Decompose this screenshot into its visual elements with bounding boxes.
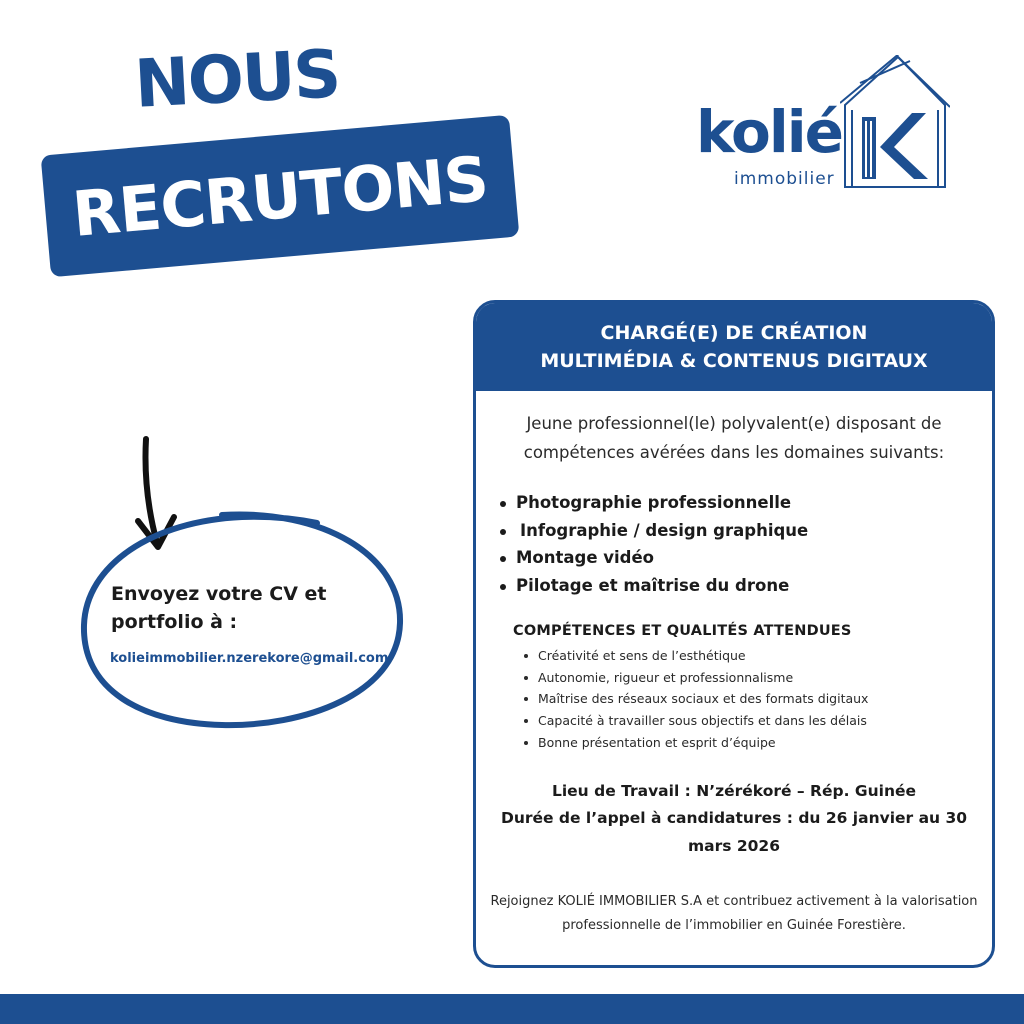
headline-banner: [41, 115, 520, 277]
work-location: Lieu de Travail : N’zérékoré – Rép. Guinée: [551, 781, 917, 800]
skills-list: [498, 489, 992, 599]
logo-wordmark: kolié: [696, 98, 842, 166]
job-title-line2: MULTIMÉDIA & CONTENUS DIGITAUX: [540, 350, 928, 372]
cta-email-link[interactable]: kolieimmobilier.nzerekore@gmail.com: [110, 651, 389, 666]
quality-item: Maîtrise des réseaux sociaux et des formats digitaux: [520, 688, 992, 710]
footer-bar: [0, 994, 1024, 1024]
closing-text: Rejoignez KOLIÉ IMMOBILIER S.A et contribuez activement à la valorisation professionnelle de l’immobilier en Guinée Forestière.: [490, 894, 978, 934]
quality-item: Autonomie, rigueur et professionnalisme: [520, 667, 992, 689]
qualities-list: [520, 645, 992, 754]
job-title-line1: CHARGÉ(E) DE CRÉATION: [600, 322, 868, 344]
job-intro: Jeune professionnel(le) polyvalent(e) disposant de compétences avérées dans les domaines suivants:: [523, 414, 945, 462]
skill-item: Infographie / design graphique: [498, 517, 992, 545]
headline-recrutons: RECRUTONS: [69, 141, 491, 251]
house-k-logo-icon: [840, 55, 950, 190]
company-logo: [690, 55, 950, 195]
cta-text: Envoyez votre CV et portfolio à :: [111, 583, 327, 633]
job-title-header: [476, 303, 992, 391]
application-period: Durée de l’appel à candidatures : du 26 janvier au 30 mars 2026: [500, 809, 968, 855]
quality-item: Capacité à travailler sous objectifs et dans les délais: [520, 710, 992, 732]
skill-item: Pilotage et maîtrise du drone: [498, 572, 992, 600]
skill-item: Montage vidéo: [498, 544, 992, 572]
logo-subtitle: immobilier: [734, 169, 835, 189]
headline-nous: NOUS: [132, 35, 341, 123]
qualities-title: COMPÉTENCES ET QUALITÉS ATTENDUES: [513, 623, 852, 639]
work-info: [486, 778, 982, 861]
quality-item: Bonne présentation et esprit d’équipe: [520, 732, 992, 754]
quality-item: Créativité et sens de l’esthétique: [520, 645, 992, 667]
skill-item: Photographie professionnelle: [498, 489, 992, 517]
job-card: [473, 300, 995, 968]
